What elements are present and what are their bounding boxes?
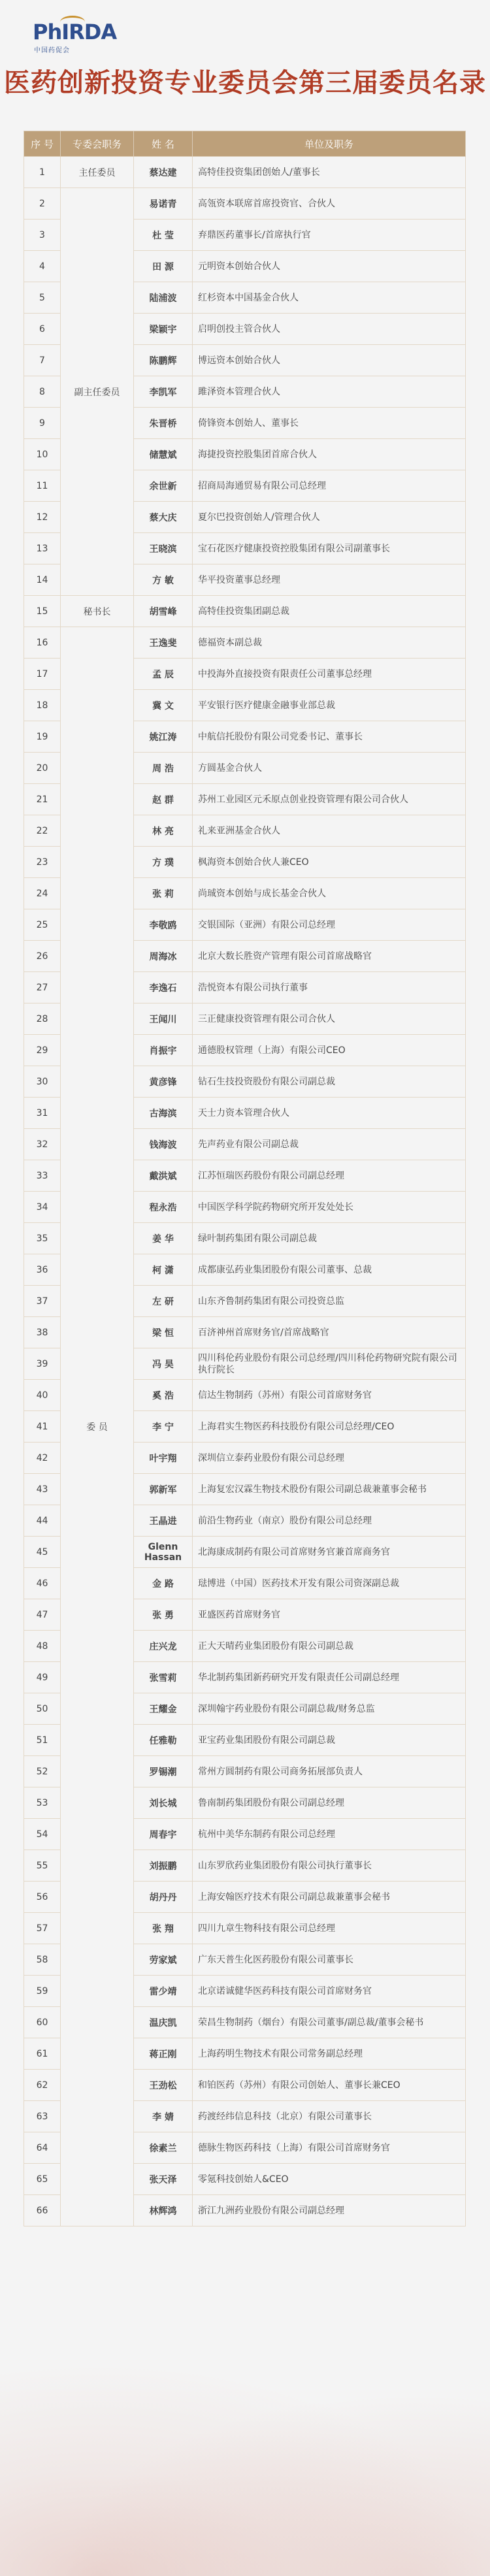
row-affiliation: 倚锋资本创始人、董事长 xyxy=(193,408,466,439)
row-number: 36 xyxy=(24,1254,61,1286)
row-name: 金 路 xyxy=(134,1568,193,1599)
row-number: 4 xyxy=(24,251,61,282)
row-role: 副主任委员 xyxy=(61,188,134,596)
row-name: 梁 恒 xyxy=(134,1317,193,1348)
row-name: 林 亮 xyxy=(134,815,193,847)
row-number: 24 xyxy=(24,878,61,909)
row-number: 33 xyxy=(24,1160,61,1192)
row-affiliation: 招商局海通贸易有限公司总经理 xyxy=(193,470,466,502)
row-name: 张 勇 xyxy=(134,1599,193,1631)
row-number: 14 xyxy=(24,564,61,596)
row-name: 陆浦波 xyxy=(134,282,193,314)
row-name: 方 璞 xyxy=(134,847,193,878)
row-number: 43 xyxy=(24,1474,61,1505)
row-number: 38 xyxy=(24,1317,61,1348)
row-affiliation: 广东天普生化医药股份有限公司董事长 xyxy=(193,1944,466,1976)
row-number: 59 xyxy=(24,1976,61,2007)
row-number: 15 xyxy=(24,596,61,627)
row-name: 肖振宇 xyxy=(134,1035,193,1066)
row-number: 50 xyxy=(24,1693,61,1725)
table-header-row xyxy=(24,131,466,157)
row-name: 张 翔 xyxy=(134,1913,193,1944)
row-affiliation: 四川九章生物科技有限公司总经理 xyxy=(193,1913,466,1944)
row-number: 11 xyxy=(24,470,61,502)
logo-mark: PhIRDA xyxy=(33,20,117,44)
row-number: 65 xyxy=(24,2164,61,2195)
row-number: 48 xyxy=(24,1631,61,1662)
row-name: 冯 昊 xyxy=(134,1348,193,1380)
row-affiliation: 中国医学科学院药物研究所开发处处长 xyxy=(193,1192,466,1223)
row-number: 12 xyxy=(24,502,61,533)
logo-arc-icon xyxy=(60,16,85,28)
row-number: 40 xyxy=(24,1380,61,1411)
row-number: 45 xyxy=(24,1537,61,1568)
row-name: 王晓滨 xyxy=(134,533,193,564)
header-title: 单位及职务 xyxy=(193,131,466,157)
row-affiliation: 浩悦资本有限公司执行董事 xyxy=(193,972,466,1003)
row-affiliation: 上海君实生物医药科技股份有限公司总经理/CEO xyxy=(193,1411,466,1443)
row-name: 刘长城 xyxy=(134,1787,193,1819)
row-affiliation: 北京诺诚健华医药科技有限公司首席财务官 xyxy=(193,1976,466,2007)
table-row xyxy=(24,188,466,220)
row-number: 9 xyxy=(24,408,61,439)
row-name: 余世新 xyxy=(134,470,193,502)
row-name: 杜 莹 xyxy=(134,220,193,251)
row-name: 任雅勒 xyxy=(134,1725,193,1756)
row-name: Glenn Hassan xyxy=(134,1537,193,1568)
row-number: 42 xyxy=(24,1443,61,1474)
row-affiliation: 江苏恒瑞医药股份有限公司副总经理 xyxy=(193,1160,466,1192)
row-number: 17 xyxy=(24,659,61,690)
row-name: 钱海波 xyxy=(134,1129,193,1160)
row-number: 34 xyxy=(24,1192,61,1223)
row-number: 13 xyxy=(24,533,61,564)
row-affiliation: 荣昌生物制药（烟台）有限公司董事/副总裁/董事会秘书 xyxy=(193,2007,466,2038)
row-affiliation: 北京大数长胜资产管理有限公司首席战略官 xyxy=(193,941,466,972)
row-affiliation: 交银国际（亚洲）有限公司总经理 xyxy=(193,909,466,941)
row-name: 王劲松 xyxy=(134,2070,193,2101)
row-name: 蒋正刚 xyxy=(134,2038,193,2070)
header-number: 序 号 xyxy=(24,131,61,157)
row-name: 李逸石 xyxy=(134,972,193,1003)
row-number: 8 xyxy=(24,376,61,408)
row-number: 62 xyxy=(24,2070,61,2101)
row-number: 37 xyxy=(24,1286,61,1317)
row-role: 委 员 xyxy=(61,627,134,2226)
row-name: 奚 浩 xyxy=(134,1380,193,1411)
row-name: 孟 辰 xyxy=(134,659,193,690)
row-name: 徐素兰 xyxy=(134,2132,193,2164)
row-affiliation: 天士力资本管理合伙人 xyxy=(193,1098,466,1129)
row-number: 56 xyxy=(24,1882,61,1913)
row-name: 李敬鸥 xyxy=(134,909,193,941)
row-name: 蔡大庆 xyxy=(134,502,193,533)
row-name: 田 源 xyxy=(134,251,193,282)
row-name: 刘振鹏 xyxy=(134,1850,193,1882)
row-affiliation: 华平投资董事总经理 xyxy=(193,564,466,596)
row-name: 黄彦锋 xyxy=(134,1066,193,1098)
row-number: 53 xyxy=(24,1787,61,1819)
row-affiliation: 枫海资本创始合伙人兼CEO xyxy=(193,847,466,878)
row-name: 温庆凯 xyxy=(134,2007,193,2038)
row-name: 叶宇翔 xyxy=(134,1443,193,1474)
row-name: 易诺青 xyxy=(134,188,193,220)
row-affiliation: 上海药明生物技术有限公司常务副总经理 xyxy=(193,2038,466,2070)
row-number: 64 xyxy=(24,2132,61,2164)
row-number: 47 xyxy=(24,1599,61,1631)
row-number: 49 xyxy=(24,1662,61,1693)
row-affiliation: 百济神州首席财务官/首席战略官 xyxy=(193,1317,466,1348)
row-number: 7 xyxy=(24,345,61,376)
row-number: 10 xyxy=(24,439,61,470)
row-name: 赵 群 xyxy=(134,784,193,815)
row-number: 29 xyxy=(24,1035,61,1066)
row-name: 周海冰 xyxy=(134,941,193,972)
row-affiliation: 成都康弘药业集团股份有限公司董事、总裁 xyxy=(193,1254,466,1286)
row-name: 张 莉 xyxy=(134,878,193,909)
row-name: 王闻川 xyxy=(134,1003,193,1035)
row-name: 梁颖宇 xyxy=(134,314,193,345)
row-affiliation: 和铂医药（苏州）有限公司创始人、董事长兼CEO xyxy=(193,2070,466,2101)
row-number: 22 xyxy=(24,815,61,847)
row-affiliation: 深圳翰宇药业股份有限公司副总裁/财务总监 xyxy=(193,1693,466,1725)
row-affiliation: 海捷投资控股集团首席合伙人 xyxy=(193,439,466,470)
row-affiliation: 北海康成制药有限公司首席财务官兼首席商务官 xyxy=(193,1537,466,1568)
row-affiliation: 华北制药集团新药研究开发有限责任公司副总经理 xyxy=(193,1662,466,1693)
header-name: 姓 名 xyxy=(134,131,193,157)
row-number: 57 xyxy=(24,1913,61,1944)
row-number: 23 xyxy=(24,847,61,878)
row-affiliation: 宝石花医疗健康投资控股集团有限公司副董事长 xyxy=(193,533,466,564)
row-affiliation: 亚宝药业集团股份有限公司副总裁 xyxy=(193,1725,466,1756)
row-affiliation: 红杉资本中国基金合伙人 xyxy=(193,282,466,314)
row-name: 方 敏 xyxy=(134,564,193,596)
row-number: 35 xyxy=(24,1223,61,1254)
row-number: 32 xyxy=(24,1129,61,1160)
row-affiliation: 三正健康投资管理有限公司合伙人 xyxy=(193,1003,466,1035)
row-name: 劳家斌 xyxy=(134,1944,193,1976)
row-number: 63 xyxy=(24,2101,61,2132)
logo-subtitle: 中国药促会 xyxy=(34,47,70,54)
row-affiliation: 深圳信立泰药业股份有限公司总经理 xyxy=(193,1443,466,1474)
row-number: 16 xyxy=(24,627,61,659)
row-affiliation: 平安银行医疗健康金融事业部总裁 xyxy=(193,690,466,721)
row-number: 18 xyxy=(24,690,61,721)
row-name: 王逸斐 xyxy=(134,627,193,659)
row-number: 30 xyxy=(24,1066,61,1098)
background-decoration xyxy=(0,2360,490,2576)
row-number: 1 xyxy=(24,157,61,188)
row-role: 主任委员 xyxy=(61,157,134,188)
roster-body xyxy=(24,157,466,2226)
row-role: 秘书长 xyxy=(61,596,134,627)
row-name: 王耀金 xyxy=(134,1693,193,1725)
row-affiliation: 中投海外直接投资有限责任公司董事总经理 xyxy=(193,659,466,690)
row-affiliation: 高瓴资本联席首席投资官、合伙人 xyxy=(193,188,466,220)
row-affiliation: 德脉生物医药科技（上海）有限公司首席财务官 xyxy=(193,2132,466,2164)
row-affiliation: 正大天晴药业集团股份有限公司副总裁 xyxy=(193,1631,466,1662)
row-affiliation: 雎泽资本管理合伙人 xyxy=(193,376,466,408)
row-number: 28 xyxy=(24,1003,61,1035)
row-number: 5 xyxy=(24,282,61,314)
row-name: 胡雪峰 xyxy=(134,596,193,627)
row-affiliation: 高特佳投资集团副总裁 xyxy=(193,596,466,627)
row-name: 雷少靖 xyxy=(134,1976,193,2007)
row-name: 戴洪斌 xyxy=(134,1160,193,1192)
row-affiliation: 启明创投主管合伙人 xyxy=(193,314,466,345)
row-affiliation: 绿叶制药集团有限公司副总裁 xyxy=(193,1223,466,1254)
row-affiliation: 鲁南制药集团股份有限公司副总经理 xyxy=(193,1787,466,1819)
row-number: 31 xyxy=(24,1098,61,1129)
row-number: 6 xyxy=(24,314,61,345)
row-number: 2 xyxy=(24,188,61,220)
row-affiliation: 药渡经纬信息科技（北京）有限公司董事长 xyxy=(193,2101,466,2132)
phirda-logo xyxy=(33,20,124,59)
table-row xyxy=(24,596,466,627)
row-affiliation: 德福资本副总裁 xyxy=(193,627,466,659)
row-name: 姚江涛 xyxy=(134,721,193,753)
row-name: 罗锡潮 xyxy=(134,1756,193,1787)
row-name: 朱晋桥 xyxy=(134,408,193,439)
row-affiliation: 弃鼎医药董事长/首席执行官 xyxy=(193,220,466,251)
row-affiliation: 四川科伦药业股份有限公司总经理/四川科伦药物研究院有限公司执行院长 xyxy=(193,1348,466,1380)
row-number: 66 xyxy=(24,2195,61,2226)
row-number: 39 xyxy=(24,1348,61,1380)
row-affiliation: 杭州中美华东制药有限公司总经理 xyxy=(193,1819,466,1850)
table-row xyxy=(24,627,466,659)
row-number: 3 xyxy=(24,220,61,251)
row-affiliation: 博远资本创始合伙人 xyxy=(193,345,466,376)
row-affiliation: 零氪科技创始人&CEO xyxy=(193,2164,466,2195)
row-name: 胡丹丹 xyxy=(134,1882,193,1913)
row-affiliation: 亚盛医药首席财务官 xyxy=(193,1599,466,1631)
row-name: 冀 文 xyxy=(134,690,193,721)
committee-roster-table xyxy=(24,131,466,2226)
row-number: 60 xyxy=(24,2007,61,2038)
row-name: 柯 潇 xyxy=(134,1254,193,1286)
row-name: 储慧斌 xyxy=(134,439,193,470)
row-number: 58 xyxy=(24,1944,61,1976)
row-affiliation: 山东罗欣药业集团股份有限公司执行董事长 xyxy=(193,1850,466,1882)
page-title: 医药创新投资专业委员会第三届委员名录 xyxy=(4,68,486,98)
row-affiliation: 信达生物制药（苏州）有限公司首席财务官 xyxy=(193,1380,466,1411)
row-affiliation: 浙江九洲药业股份有限公司副总经理 xyxy=(193,2195,466,2226)
row-number: 44 xyxy=(24,1505,61,1537)
row-number: 52 xyxy=(24,1756,61,1787)
row-name: 程永浩 xyxy=(134,1192,193,1223)
row-affiliation: 夏尔巴投资创始人/管理合伙人 xyxy=(193,502,466,533)
row-name: 林辉鸿 xyxy=(134,2195,193,2226)
row-affiliation: 琺博进（中国）医药技术开发有限公司资深副总裁 xyxy=(193,1568,466,1599)
row-number: 54 xyxy=(24,1819,61,1850)
row-name: 陈鹏辉 xyxy=(134,345,193,376)
row-name: 王晶进 xyxy=(134,1505,193,1537)
table-row xyxy=(24,157,466,188)
row-number: 20 xyxy=(24,753,61,784)
row-affiliation: 山东齐鲁制药集团有限公司投资总监 xyxy=(193,1286,466,1317)
row-name: 李 婧 xyxy=(134,2101,193,2132)
row-affiliation: 方圆基金合伙人 xyxy=(193,753,466,784)
row-number: 61 xyxy=(24,2038,61,2070)
row-affiliation: 上海复宏汉霖生物技术股份有限公司副总裁兼董事会秘书 xyxy=(193,1474,466,1505)
row-affiliation: 先声药业有限公司副总裁 xyxy=(193,1129,466,1160)
row-affiliation: 尚珹资本创始与成长基金合伙人 xyxy=(193,878,466,909)
row-number: 51 xyxy=(24,1725,61,1756)
row-number: 41 xyxy=(24,1411,61,1443)
row-affiliation: 通德股权管理（上海）有限公司CEO xyxy=(193,1035,466,1066)
row-name: 姜 华 xyxy=(134,1223,193,1254)
row-name: 周 浩 xyxy=(134,753,193,784)
row-number: 25 xyxy=(24,909,61,941)
row-affiliation: 前沿生物药业（南京）股份有限公司总经理 xyxy=(193,1505,466,1537)
row-name: 周春宇 xyxy=(134,1819,193,1850)
row-name: 李 宁 xyxy=(134,1411,193,1443)
row-number: 46 xyxy=(24,1568,61,1599)
row-name: 张雪莉 xyxy=(134,1662,193,1693)
row-affiliation: 上海安翰医疗技术有限公司副总裁兼董事会秘书 xyxy=(193,1882,466,1913)
row-number: 26 xyxy=(24,941,61,972)
row-name: 古海滨 xyxy=(134,1098,193,1129)
row-number: 27 xyxy=(24,972,61,1003)
row-number: 21 xyxy=(24,784,61,815)
row-affiliation: 钻石生技投资股份有限公司副总裁 xyxy=(193,1066,466,1098)
row-affiliation: 苏州工业园区元禾原点创业投资管理有限公司合伙人 xyxy=(193,784,466,815)
row-name: 张天泽 xyxy=(134,2164,193,2195)
row-affiliation: 元明资本创始合伙人 xyxy=(193,251,466,282)
row-affiliation: 中航信托股份有限公司党委书记、董事长 xyxy=(193,721,466,753)
row-name: 左 研 xyxy=(134,1286,193,1317)
row-affiliation: 高特佳投资集团创始人/董事长 xyxy=(193,157,466,188)
row-name: 李凯军 xyxy=(134,376,193,408)
row-number: 19 xyxy=(24,721,61,753)
row-name: 郭新军 xyxy=(134,1474,193,1505)
row-number: 55 xyxy=(24,1850,61,1882)
row-affiliation: 礼来亚洲基金合伙人 xyxy=(193,815,466,847)
row-affiliation: 常州方圆制药有限公司商务拓展部负责人 xyxy=(193,1756,466,1787)
header-role: 专委会职务 xyxy=(61,131,134,157)
row-name: 蔡达建 xyxy=(134,157,193,188)
row-name: 庄兴龙 xyxy=(134,1631,193,1662)
